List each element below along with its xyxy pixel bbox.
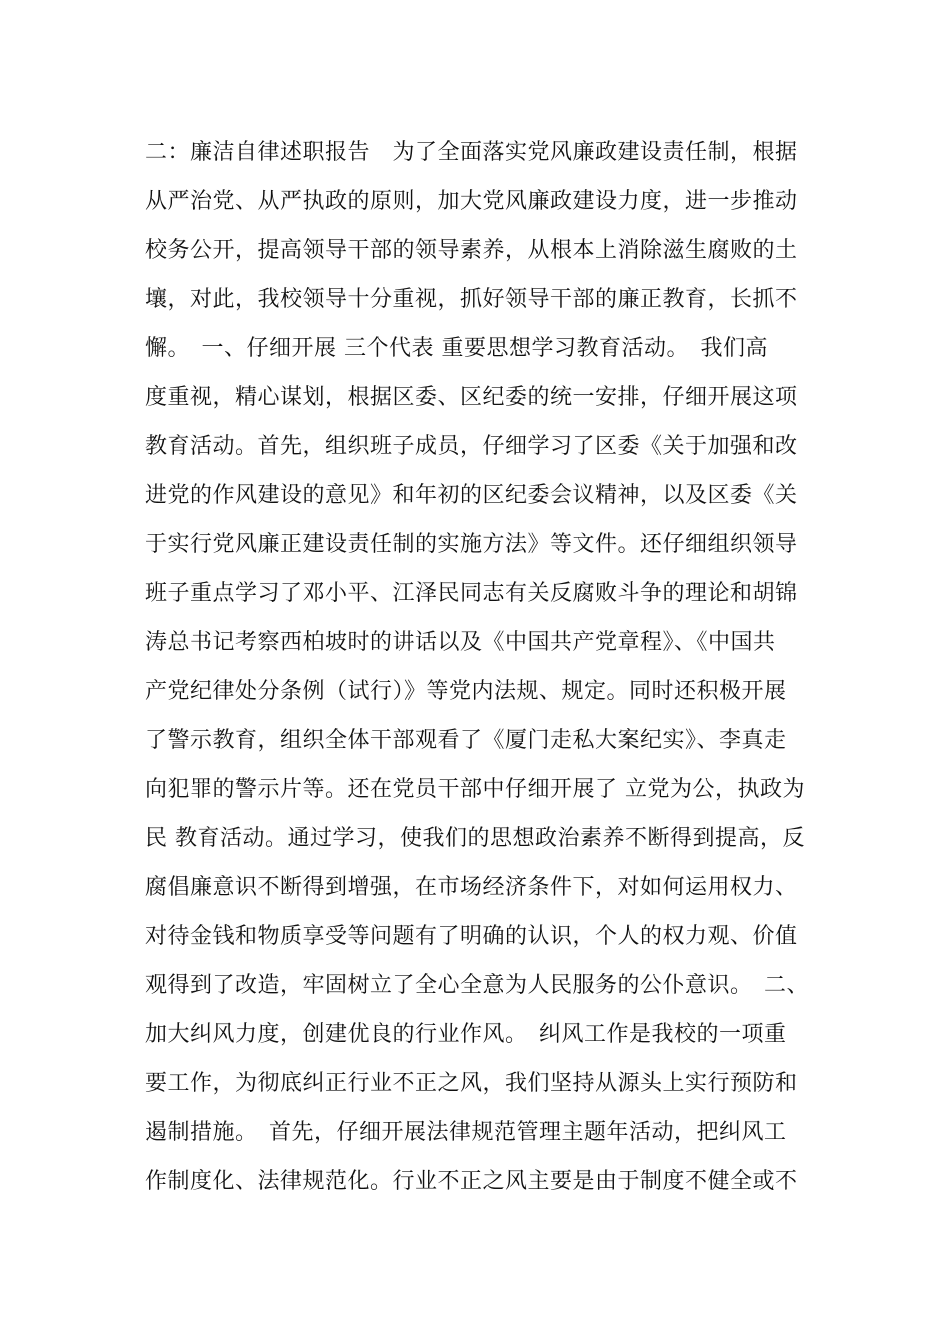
text-line: 加大纠风力度，创建优良的行业作风。 纠风工作是我校的一项重 [145, 1022, 787, 1047]
text-line: 民 教育活动。通过学习，使我们的思想政治素养不断得到提高，反 [145, 826, 805, 851]
text-line: 产党纪律处分条例（试行）》等党内法规、规定。同时还积极开展 [145, 679, 787, 704]
text-line: 腐倡廉意识不断得到增强，在市场经济条件下，对如何运用权力、 [145, 875, 798, 900]
text-line: 从严治党、从严执政的原则，加大党风廉政建设力度，进一步推动 [145, 189, 798, 214]
text-line: 向犯罪的警示片等。还在党员干部中仔细开展了 立党为公，执政为 [145, 777, 805, 802]
text-line: 度重视，精心谋划，根据区委、区纪委的统一安排，仔细开展这项 [145, 385, 798, 410]
text-line: 进党的作风建设的意见》和年初的区纪委会议精神，以及区委《关 [145, 483, 798, 508]
text-line: 作制度化、法律规范化。行业不正之风主要是由于制度不健全或不 [145, 1169, 798, 1194]
text-line: 于实行党风廉正建设责任制的实施方法》等文件。还仔细组织领导 [145, 532, 798, 557]
text-line: 教育活动。首先，组织班子成员，仔细学习了区委《关于加强和改 [145, 434, 798, 459]
text-line: 懈。 一、仔细开展 三个代表 重要思想学习教育活动。 我们高 [145, 336, 768, 361]
text-line: 对待金钱和物质享受等问题有了明确的认识，个人的权力观、价值 [145, 924, 798, 949]
text-line: 二：廉洁自律述职报告 为了全面落实党风廉政建设责任制，根据 [145, 140, 798, 165]
text-line: 校务公开，提高领导干部的领导素养，从根本上消除滋生腐败的土 [145, 238, 798, 263]
text-line: 遏制措施。 首先，仔细开展法律规范管理主题年活动，把纠风工 [145, 1120, 787, 1145]
text-line: 要工作，为彻底纠正行业不正之风，我们坚持从源头上实行预防和 [145, 1071, 798, 1096]
text-line: 了警示教育，组织全体干部观看了《厦门走私大案纪实》、李真走 [145, 728, 787, 753]
text-line: 涛总书记考察西柏坡时的讲话以及《中国共产党章程》、《中国共 [145, 630, 776, 655]
text-line: 观得到了改造，牢固树立了全心全意为人民服务的公仆意识。 二、 [145, 973, 810, 998]
text-line: 班子重点学习了邓小平、江泽民同志有关反腐败斗争的理论和胡锦 [145, 581, 798, 606]
text-line: 壤，对此，我校领导十分重视，抓好领导干部的廉正教育，长抓不 [145, 287, 798, 312]
report-body [145, 128, 845, 1206]
